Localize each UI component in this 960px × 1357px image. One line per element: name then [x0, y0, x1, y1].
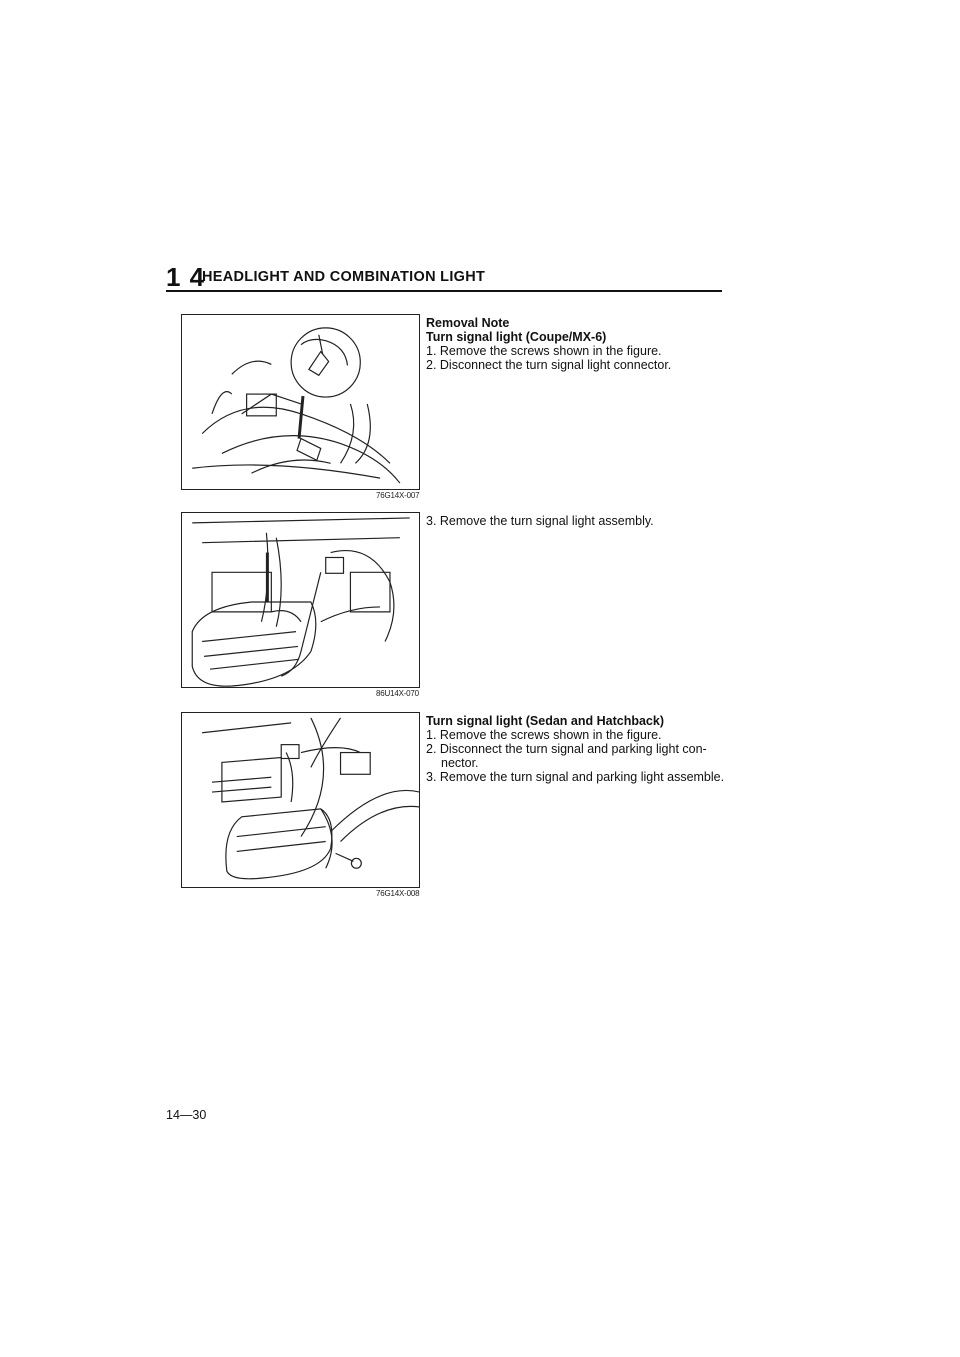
section-coupe-text: [426, 316, 726, 372]
figure-sedan-turn-signal: [181, 712, 420, 888]
figure-code: 76G14X-008: [376, 889, 420, 898]
illustration-sedan-turn-signal: [182, 713, 419, 887]
figure-code: 86U14X-070: [376, 689, 419, 698]
subheading: Turn signal light (Sedan and Hatchback): [426, 714, 664, 728]
step: 3. Remove the turn signal light assembly.: [426, 514, 654, 528]
step: 2. Disconnect the turn signal and parking light con- nector.: [426, 742, 707, 770]
page-header: [166, 262, 722, 292]
note-heading: Removal Note: [426, 316, 510, 330]
chapter-title: HEADLIGHT AND COMBINATION LIGHT: [202, 269, 486, 285]
figure-code: 76G14X-007: [376, 491, 420, 500]
step: 1. Remove the screws shown in the figure.: [426, 728, 662, 742]
figure-coupe-turn-signal-screws: [181, 314, 420, 490]
chapter-number: 1 4: [166, 262, 206, 292]
illustration-turn-signal-assembly: [182, 513, 419, 687]
step: 3. Remove the turn signal and parking light assemble.: [426, 770, 725, 784]
step: 1. Remove the screws shown in the figure.: [426, 344, 662, 358]
page-number: 14—30: [166, 1108, 207, 1122]
subheading: Turn signal light (Coupe/MX-6): [426, 330, 607, 344]
illustration-coupe-turn-signal: [182, 315, 419, 489]
step: 2. Disconnect the turn signal light connector.: [426, 358, 672, 372]
section-sedan-text: [426, 714, 726, 784]
section-assembly-text: [426, 514, 726, 528]
figure-turn-signal-assembly: [181, 512, 420, 688]
